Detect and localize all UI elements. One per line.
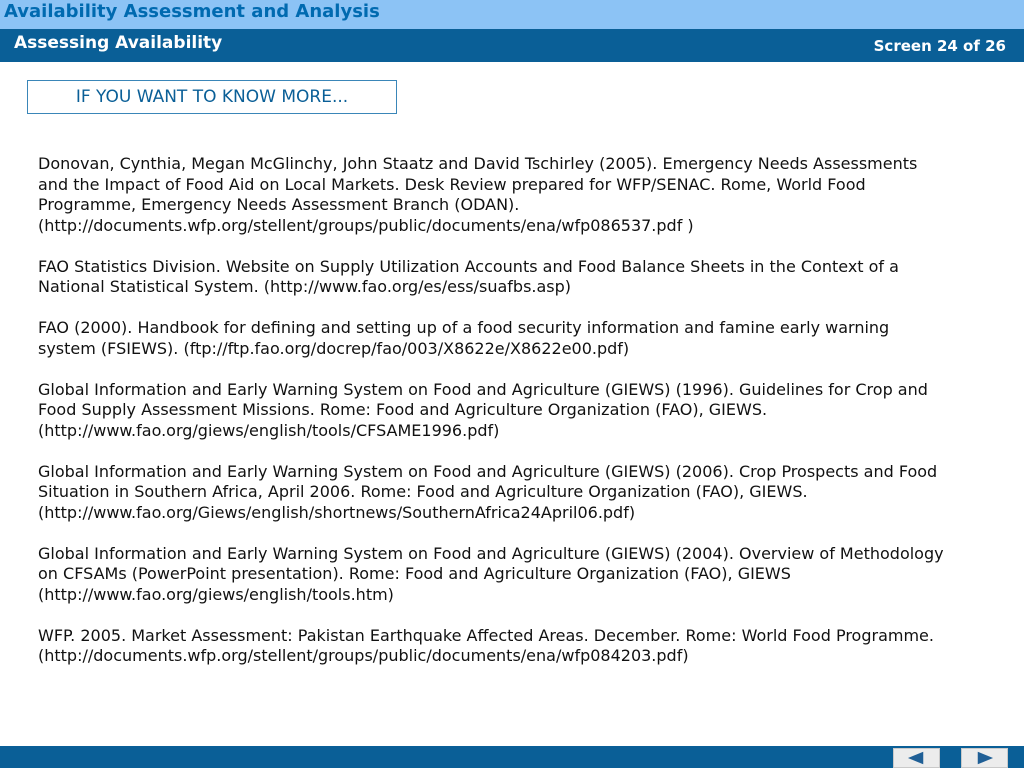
next-screen-button[interactable] <box>961 748 1008 768</box>
section-heading: IF YOU WANT TO KNOW MORE... <box>75 87 349 107</box>
lesson-title-bar <box>0 29 1024 62</box>
reference-item: FAO (2000). Handbook for defining and setting up of a food security information and famine early warning system (FSIEWS). (ftp://ftp.fao.org/docrep/fao/003/X8622e/X8622e00.pdf) <box>38 318 890 358</box>
course-title: Availability Assessment and Analysis <box>4 1 380 22</box>
screen-counter: Screen 24 of 26 <box>873 37 1006 55</box>
lesson-title: Assessing Availability <box>14 33 223 53</box>
previous-screen-button[interactable] <box>893 748 940 768</box>
course-title-bar <box>0 0 1024 29</box>
footer-nav-bar <box>0 746 1024 768</box>
triangle-left-icon <box>894 749 939 767</box>
triangle-right-icon <box>962 749 1007 767</box>
reference-list <box>38 154 948 687</box>
reference-item: Global Information and Early Warning System on Food and Agriculture (GIEWS) (1996). Guidelines for Crop and Food Supply Assessment Missions. Rome: Food and Agriculture Organization (FAO), GIEWS. (http://www.fao.org/giews/english/tools/CFSAME1996.pdf) <box>38 379 928 440</box>
reference-item: WFP. 2005. Market Assessment: Pakistan Earthquake Affected Areas. December. Rome: World Food Programme. (http://documents.wfp.org/stellent/groups/public/documents/ena/wfp084203.pdf) <box>38 625 934 665</box>
reference-item: FAO Statistics Division. Website on Supply Utilization Accounts and Food Balance Sheets in the Context of a National Statistical System. (http://www.fao.org/es/ess/suafbs.asp) <box>38 256 899 296</box>
reference-item: Global Information and Early Warning System on Food and Agriculture (GIEWS) (2006). Crop Prospects and Food Situation in Southern Africa, April 2006. Rome: Food and Agriculture Organization (FAO), GIEWS. (http://www.fao.org/Giews/english/shortnews/SouthernAfrica24April06.pdf) <box>38 461 938 522</box>
reference-item: Global Information and Early Warning System on Food and Agriculture (GIEWS) (2004). Overview of Methodology on CFSAMs (PowerPoint presentation). Rome: Food and Agriculture Organization (FAO), GIEWS (http://www.fao.org/giews/english/tools.htm) <box>38 543 944 604</box>
section-heading-box <box>27 80 397 114</box>
reference-item: Donovan, Cynthia, Megan McGlinchy, John Staatz and David Tschirley (2005). Emergency Needs Assessments and the Impact of Food Aid on Local Markets. Desk Review prepared for WFP/SENAC. Rome, World Food Programme, Emergency Needs Assessment Branch (ODAN). (http://documents.wfp.org/stellent/groups/public/documents/ena/wfp086537.pdf ) <box>38 154 918 235</box>
